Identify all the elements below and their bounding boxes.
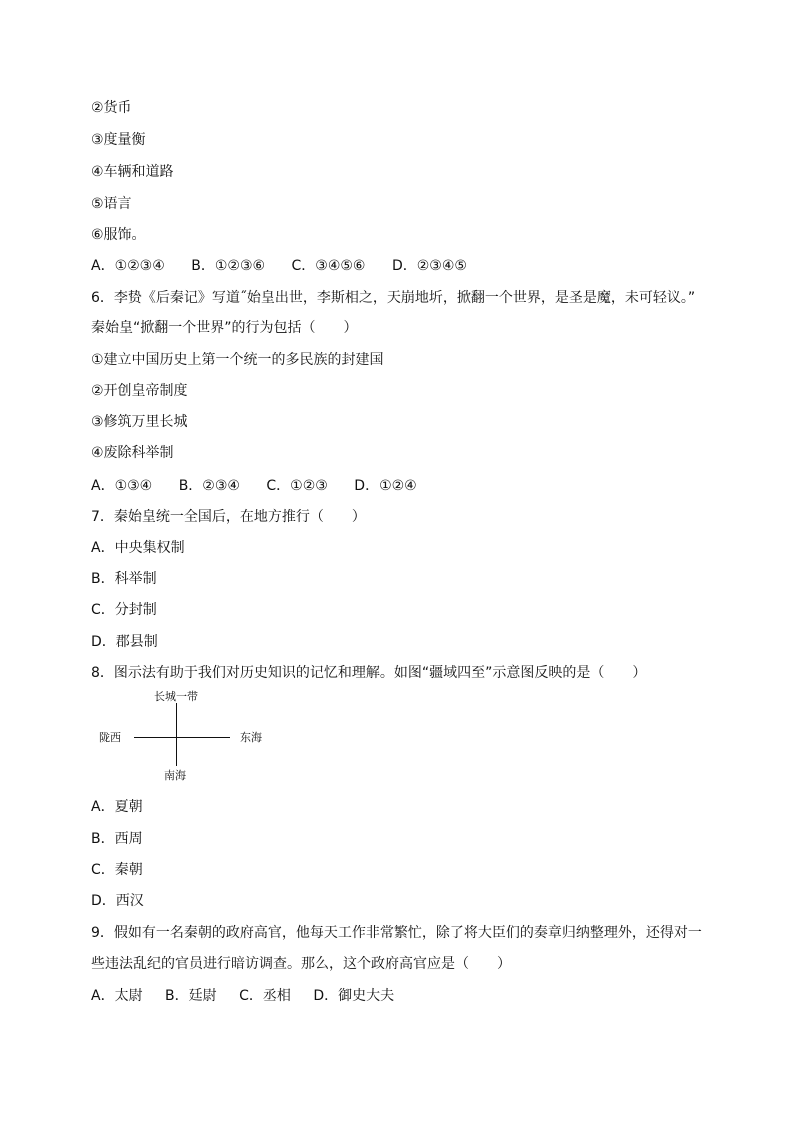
q6-item-1: ①建立中国历史上第一个统一的多民族的封建国 <box>91 352 384 368</box>
q5-item-5: ⑤语言 <box>91 196 132 212</box>
q5-item-4: ④车辆和道路 <box>91 164 174 180</box>
q5-option-a[interactable]: A．①②③④ <box>91 258 165 274</box>
q6-item-2: ②开创皇帝制度 <box>91 383 188 399</box>
q7-option-b[interactable]: B．科举制 <box>91 571 157 587</box>
q5-options <box>91 256 467 276</box>
q9-options <box>91 986 394 1006</box>
q5-option-d[interactable]: D．②③④⑤ <box>391 258 467 274</box>
diagram-label-east: 东海 <box>240 731 262 744</box>
q8-option-b[interactable]: B．西周 <box>91 831 143 847</box>
q8-option-d[interactable]: D．西汉 <box>91 893 144 909</box>
diagram-label-north: 长城一带 <box>154 690 198 703</box>
q5-item-2: ②货币 <box>91 100 132 116</box>
q6-option-a[interactable]: A．①③④ <box>91 478 153 494</box>
diagram-label-south: 南海 <box>164 769 186 782</box>
q6-options <box>91 476 417 496</box>
territory-diagram <box>97 690 277 785</box>
q7-option-a[interactable]: A．中央集权制 <box>91 540 185 556</box>
q6-option-c[interactable]: C．①②③ <box>266 478 328 494</box>
diagram-label-west: 陇西 <box>99 731 121 744</box>
q9-option-b[interactable]: B．廷尉 <box>165 988 217 1004</box>
q7-option-c[interactable]: C．分封制 <box>91 602 157 618</box>
q7-option-d[interactable]: D．郡县制 <box>91 634 158 650</box>
q9-option-c[interactable]: C．丞相 <box>239 988 291 1004</box>
q6-option-d[interactable]: D．①②④ <box>354 478 417 494</box>
q6-option-b[interactable]: B．②③④ <box>178 478 240 494</box>
diagram-vertical-line <box>176 703 177 766</box>
q7-stem: 7．秦始皇统一全国后，在地方推行（ ） <box>91 509 366 525</box>
q6-item-4: ④废除科举制 <box>91 445 174 461</box>
q8-stem: 8．图示法有助于我们对历史知识的记忆和理解。如图“疆域四至”示意图反映的是（ ） <box>91 665 647 681</box>
q9-option-a[interactable]: A．太尉 <box>91 988 143 1004</box>
q6-stem-line1: 6．李贽《后秦记》写道˝始皇出世，李斯相之，天崩地圻，掀翻一个世界，是圣是魔，未可轻议。” <box>91 290 696 306</box>
q6-stem-line2: 秦始皇“掀翻一个世界”的行为包括（ ） <box>91 320 358 336</box>
q9-stem-line1: 9．假如有一名秦朝的政府高官，他每天工作非常繁忙，除了将大臣们的奏章归纳整理外，还得对一 <box>91 925 702 941</box>
q9-option-d[interactable]: D．御史大夫 <box>313 988 395 1004</box>
q8-option-c[interactable]: C．秦朝 <box>91 862 143 878</box>
q5-item-3: ③度量衡 <box>91 132 146 148</box>
q5-item-6: ⑥服饰。 <box>91 227 146 243</box>
q9-stem-line2: 些违法乱纪的官员进行暗访调查。那么，这个政府高官应是（ ） <box>91 956 511 972</box>
q6-item-3: ③修筑万里长城 <box>91 414 188 430</box>
diagram-horizontal-line <box>134 737 230 738</box>
q5-option-c[interactable]: C．③④⑤⑥ <box>291 258 366 274</box>
q8-option-a[interactable]: A．夏朝 <box>91 799 143 815</box>
q5-option-b[interactable]: B．①②③⑥ <box>191 258 266 274</box>
